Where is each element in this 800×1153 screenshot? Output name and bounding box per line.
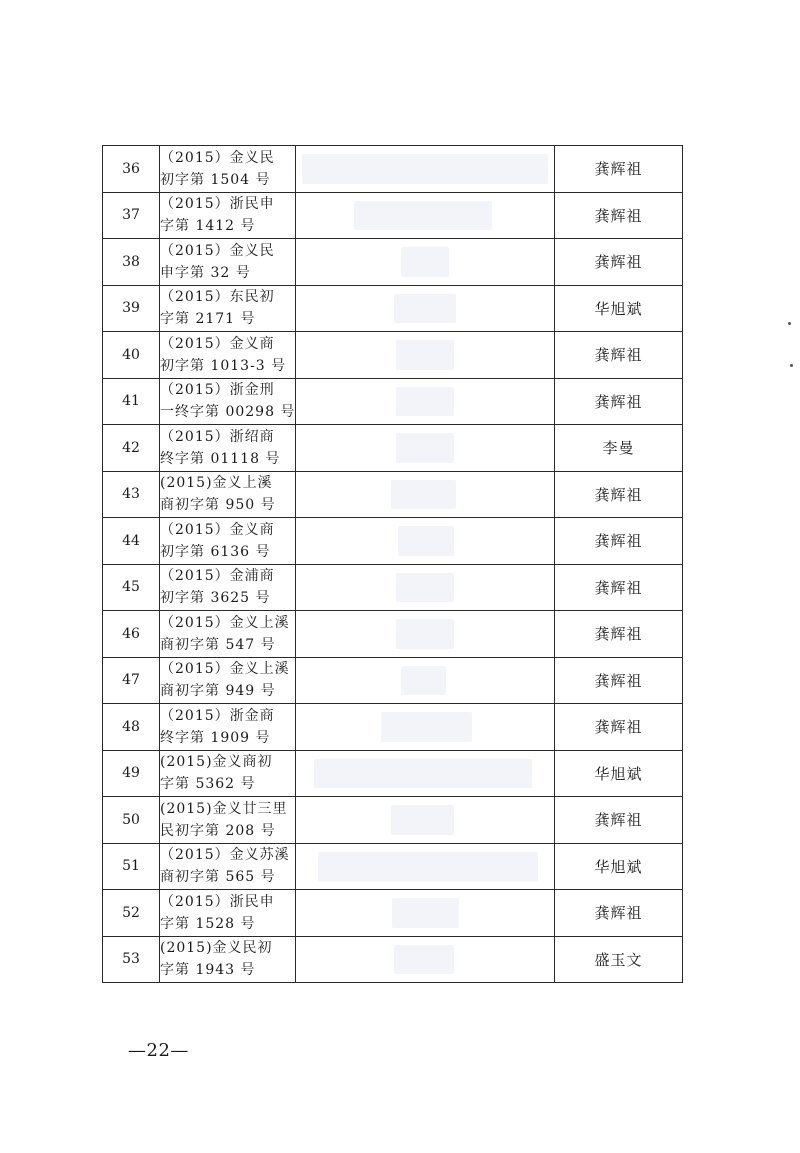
redaction-box: [381, 712, 472, 742]
row-number: 47: [103, 657, 160, 704]
redacted-party-cell: [296, 378, 555, 425]
redacted-party-cell: [296, 564, 555, 611]
row-number: 38: [103, 239, 160, 286]
redaction-box: [392, 898, 459, 928]
redaction-box: [354, 201, 492, 231]
table-row: [103, 657, 683, 704]
judge-name: 龚辉祖: [555, 378, 683, 425]
case-number: （2015）浙金商 终字第 1909 号: [160, 704, 296, 751]
judge-name: 华旭斌: [555, 285, 683, 332]
case-number: （2015）金浦商 初字第 3625 号: [160, 564, 296, 611]
table-row: [103, 518, 683, 565]
scan-speck: [790, 364, 793, 367]
row-number: 53: [103, 936, 160, 983]
case-number: （2015）金义上溪 商初字第 949 号: [160, 657, 296, 704]
row-number: 40: [103, 332, 160, 379]
scan-speck: [788, 322, 791, 325]
table-row: [103, 425, 683, 472]
row-number: 36: [103, 146, 160, 193]
judge-name: 龚辉祖: [555, 518, 683, 565]
redaction-box: [401, 666, 446, 696]
judge-name: 李曼: [555, 425, 683, 472]
table-row: [103, 843, 683, 890]
table-row: [103, 471, 683, 518]
redacted-party-cell: [296, 332, 555, 379]
judge-name: 盛玉文: [555, 936, 683, 983]
case-table: [102, 145, 683, 983]
case-number: （2015）东民初 字第 2171 号: [160, 285, 296, 332]
table-row: [103, 936, 683, 983]
redaction-box: [394, 294, 456, 324]
table-row: [103, 750, 683, 797]
redaction-box: [396, 573, 454, 603]
redacted-party-cell: [296, 797, 555, 844]
judge-name: 龚辉祖: [555, 890, 683, 937]
row-number: 45: [103, 564, 160, 611]
case-number: (2015)金义民初 字第 1943 号: [160, 936, 296, 983]
redacted-party-cell: [296, 239, 555, 286]
case-number: （2015）金义民 申字第 32 号: [160, 239, 296, 286]
redacted-party-cell: [296, 890, 555, 937]
table-row: [103, 704, 683, 751]
redaction-box: [396, 387, 454, 417]
redacted-party-cell: [296, 750, 555, 797]
table-row: [103, 285, 683, 332]
table-row: [103, 192, 683, 239]
row-number: 42: [103, 425, 160, 472]
redacted-party-cell: [296, 518, 555, 565]
case-number: （2015）浙民申 字第 1528 号: [160, 890, 296, 937]
judge-name: 龚辉祖: [555, 704, 683, 751]
judge-name: 龚辉祖: [555, 564, 683, 611]
row-number: 43: [103, 471, 160, 518]
redaction-box: [302, 154, 548, 184]
row-number: 48: [103, 704, 160, 751]
redaction-box: [391, 480, 456, 510]
case-number: （2015）浙绍商 终字第 01118 号: [160, 425, 296, 472]
case-number: （2015）浙民申 字第 1412 号: [160, 192, 296, 239]
redaction-box: [396, 433, 454, 463]
row-number: 49: [103, 750, 160, 797]
redacted-party-cell: [296, 146, 555, 193]
redacted-party-cell: [296, 936, 555, 983]
table-row: [103, 146, 683, 193]
redaction-box: [396, 619, 454, 649]
case-number: (2015)金义廿三里 民初字第 208 号: [160, 797, 296, 844]
case-number: （2015）金义苏溪 商初字第 565 号: [160, 843, 296, 890]
case-number: (2015)金义商初 字第 5362 号: [160, 750, 296, 797]
row-number: 39: [103, 285, 160, 332]
judge-name: 龚辉祖: [555, 657, 683, 704]
redacted-party-cell: [296, 425, 555, 472]
redaction-box: [396, 340, 454, 370]
row-number: 50: [103, 797, 160, 844]
table-row: [103, 332, 683, 379]
table-row: [103, 564, 683, 611]
redacted-party-cell: [296, 611, 555, 658]
case-table-body: [103, 146, 683, 983]
redaction-box: [401, 247, 449, 277]
redaction-box: [394, 945, 454, 975]
redaction-box: [314, 759, 532, 789]
redacted-party-cell: [296, 704, 555, 751]
judge-name: 华旭斌: [555, 750, 683, 797]
judge-name: 龚辉祖: [555, 611, 683, 658]
judge-name: 龚辉祖: [555, 797, 683, 844]
judge-name: 龚辉祖: [555, 332, 683, 379]
table-row: [103, 890, 683, 937]
redacted-party-cell: [296, 657, 555, 704]
table-row: [103, 378, 683, 425]
redaction-box: [318, 852, 538, 882]
case-number: （2015）浙金刑 一终字第 00298 号: [160, 378, 296, 425]
judge-name: 龚辉祖: [555, 146, 683, 193]
redacted-party-cell: [296, 285, 555, 332]
row-number: 44: [103, 518, 160, 565]
redaction-box: [398, 526, 454, 556]
table-row: [103, 239, 683, 286]
table-row: [103, 611, 683, 658]
row-number: 52: [103, 890, 160, 937]
case-number: （2015）金义商 初字第 1013-3 号: [160, 332, 296, 379]
redacted-party-cell: [296, 843, 555, 890]
case-number: (2015)金义上溪 商初字第 950 号: [160, 471, 296, 518]
case-number: （2015）金义商 初字第 6136 号: [160, 518, 296, 565]
judge-name: 龚辉祖: [555, 471, 683, 518]
redacted-party-cell: [296, 471, 555, 518]
row-number: 37: [103, 192, 160, 239]
page-number: —22—: [128, 1040, 189, 1061]
row-number: 51: [103, 843, 160, 890]
redaction-box: [391, 805, 454, 835]
case-number: （2015）金义上溪 商初字第 547 号: [160, 611, 296, 658]
judge-name: 华旭斌: [555, 843, 683, 890]
redacted-party-cell: [296, 192, 555, 239]
row-number: 46: [103, 611, 160, 658]
judge-name: 龚辉祖: [555, 192, 683, 239]
table-row: [103, 797, 683, 844]
case-number: （2015）金义民 初字第 1504 号: [160, 146, 296, 193]
judge-name: 龚辉祖: [555, 239, 683, 286]
row-number: 41: [103, 378, 160, 425]
